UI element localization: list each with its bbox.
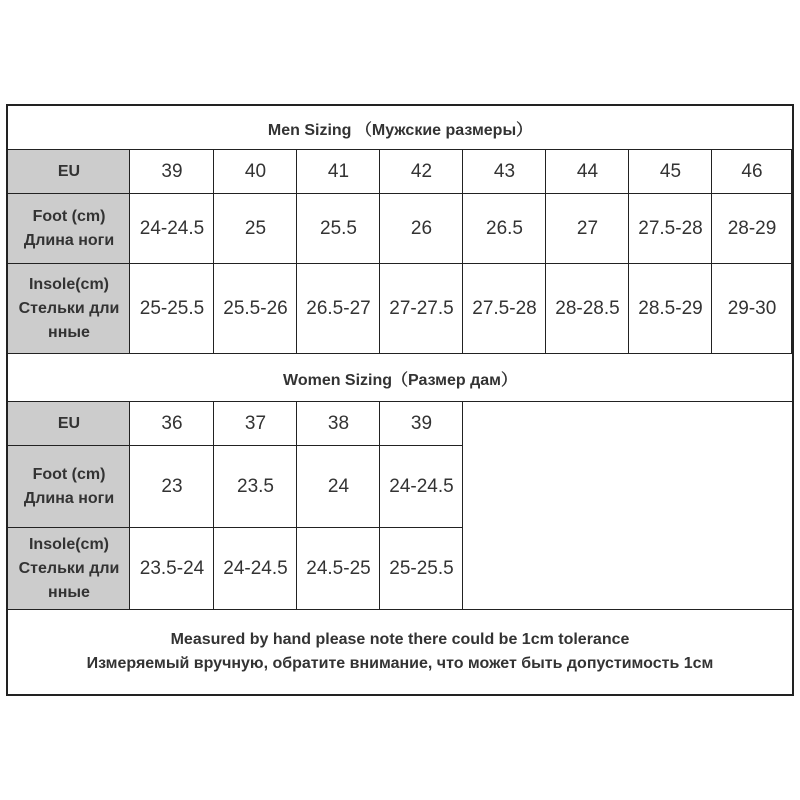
grid-line [213,402,214,610]
grid-line [628,150,629,354]
grid-line [129,150,130,354]
men-foot-cell: 27.5-28 [638,218,703,239]
men-foot-label-line-1: Foot (cm) [32,208,106,225]
men-insole-cell: 28-28.5 [555,298,620,319]
women-foot-cell: 24 [327,476,350,497]
women-insole-cell: 23.5-24 [139,558,205,579]
women-insole-label [8,528,130,610]
women-foot-label-line-2: Длина ноги [23,490,115,507]
grid-line [791,150,792,354]
men-foot-cell: 25.5 [320,218,357,239]
women-insole-label-line-3: нные [48,584,90,601]
men-eu-cell: 42 [410,161,433,182]
men-insole-cell: 27.5-28 [472,298,537,319]
men-eu-cell: 46 [741,161,763,182]
grid-line [296,150,297,354]
men-foot-label-line-2: Длина ноги [23,232,115,249]
tolerance-note-line-2: Измеряемый вручную, обратите внимание, что может быть допустимость 1см [86,655,714,672]
grid-line [379,402,380,610]
women-eu-cell: 36 [161,413,183,434]
women-foot-cell: 23 [161,476,183,497]
men-eu-cell: 39 [161,161,183,182]
men-insole-cell: 29-30 [727,298,777,319]
men-eu-cell: 40 [244,161,267,182]
grid-line [8,445,463,446]
men-eu-cell: 43 [493,161,516,182]
men-foot-cell: 25 [244,218,267,239]
women-insole-label-line-2: Стельки дли [18,560,120,577]
tolerance-note [8,610,792,694]
grid-line [129,402,130,610]
men-eu-cell: 44 [576,161,599,182]
women-foot-cell: 23.5 [237,476,274,497]
grid-line [711,150,712,354]
women-insole-cell: 25-25.5 [389,558,454,579]
men-eu-cell: 45 [659,161,682,182]
men-insole-label-line-3: нные [48,324,90,341]
women-foot-cell: 24-24.5 [389,476,454,497]
men-insole-cell: 28.5-29 [638,298,703,319]
grid-line [8,193,792,194]
men-insole-cell: 25-25.5 [139,298,205,319]
grid-line [462,402,463,610]
men-foot-label [8,194,130,264]
men-insole-label [8,264,130,354]
men-eu-cell: 41 [327,161,350,182]
grid-line [213,150,214,354]
size-chart [6,104,794,696]
women-insole-label-line-1: Insole(cm) [28,536,109,553]
men-eu-label: EU [8,150,130,194]
women-foot-label [8,446,130,528]
women-insole-cell: 24-24.5 [223,558,288,579]
women-eu-cell: 38 [327,413,350,434]
tolerance-note-line-1: Measured by hand please note there could be 1cm tolerance [170,631,630,648]
women-eu-cell: 37 [244,413,267,434]
grid-line [8,263,792,264]
men-foot-cell: 24-24.5 [139,218,205,239]
men-insole-cell: 27-27.5 [389,298,454,319]
men-foot-cell: 26 [410,218,433,239]
grid-line [545,150,546,354]
men-title: Men Sizing （Мужские размеры） [267,121,533,139]
grid-line [462,150,463,354]
grid-line [8,527,463,528]
men-foot-cell: 26.5 [486,218,523,239]
men-foot-cell: 27 [576,218,599,239]
grid-line [8,353,792,354]
women-eu-cell: 39 [410,413,433,434]
women-insole-cell: 24.5-25 [306,558,371,579]
grid-line [296,402,297,610]
grid-line [8,401,792,402]
men-insole-cell: 26.5-27 [306,298,371,319]
women-title: Women Sizing（Размер дам） [283,371,517,389]
grid-line [379,150,380,354]
women-foot-label-line-1: Foot (cm) [32,466,106,483]
grid-line [8,149,792,150]
men-insole-cell: 25.5-26 [223,298,288,319]
men-insole-label-line-2: Стельки дли [18,300,120,317]
men-insole-label-line-1: Insole(cm) [28,276,109,293]
women-eu-label: EU [8,402,130,446]
men-foot-cell: 28-29 [727,218,777,239]
